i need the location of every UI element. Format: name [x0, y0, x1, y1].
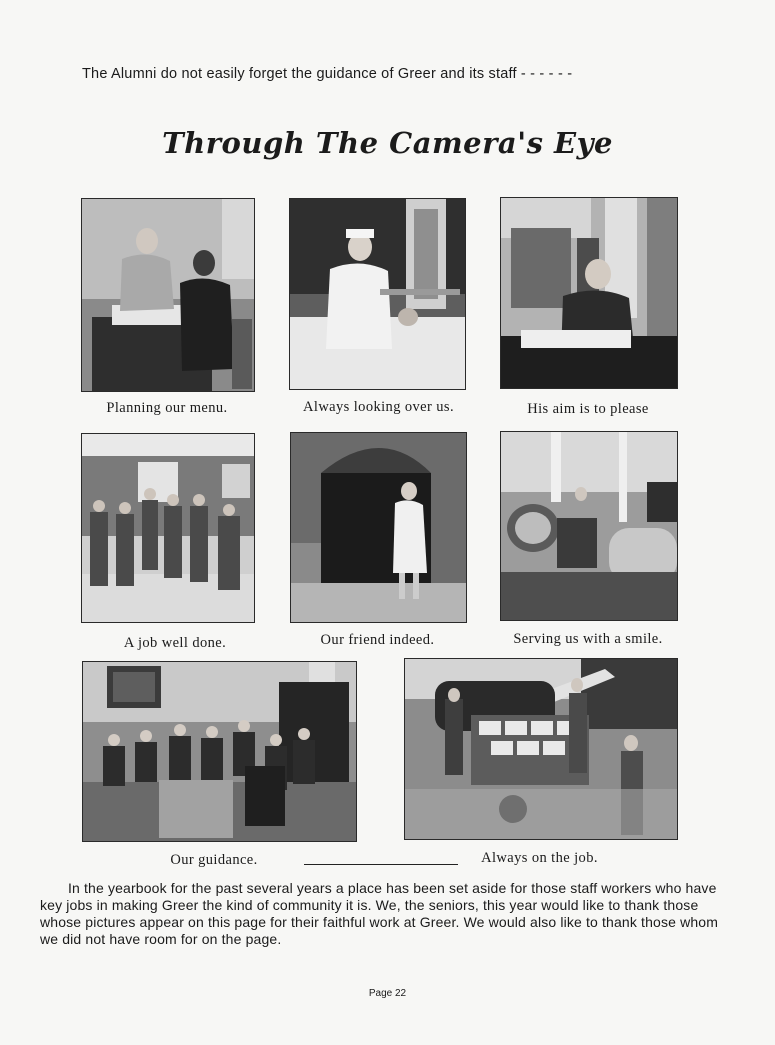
intro-text: The Alumni do not easily forget the guidance of Greer and its staff - - - - - - — [82, 66, 573, 82]
photo-desk — [500, 197, 678, 389]
caption-kitchen: Serving us with a smile. — [513, 631, 663, 647]
photo-our-friend — [290, 432, 467, 623]
caption-on-the-job: Always on the job. — [481, 850, 598, 866]
page-title: Through The Camera's Eye — [162, 126, 613, 160]
closing-paragraph: In the yearbook for the past several years a place has been set aside for those staff workers who have key jobs in making Greer the kind of community it is. We, the seniors, this year would like to thank those whose pictures appear on this page for their faithful work at Greer. We would also like to thank those whom we did not have room for on the page. — [40, 880, 719, 947]
photo-on-the-job — [404, 658, 678, 840]
caption-job-well-done: A job well done. — [123, 635, 227, 651]
caption-desk: His aim is to please — [527, 401, 649, 417]
photo-nurse — [289, 198, 466, 390]
caption-our-friend: Our friend indeed. — [320, 632, 435, 648]
photo-planning-menu — [81, 198, 255, 392]
photo-kitchen — [500, 431, 678, 621]
photo-our-guidance — [82, 661, 357, 842]
page-number: Page 22 — [368, 988, 407, 999]
photo-job-well-done — [81, 433, 255, 623]
caption-nurse: Always looking over us. — [303, 399, 454, 415]
caption-planning-menu: Planning our menu. — [106, 400, 228, 416]
separator-line — [304, 864, 458, 865]
caption-our-guidance: Our guidance. — [170, 852, 258, 868]
